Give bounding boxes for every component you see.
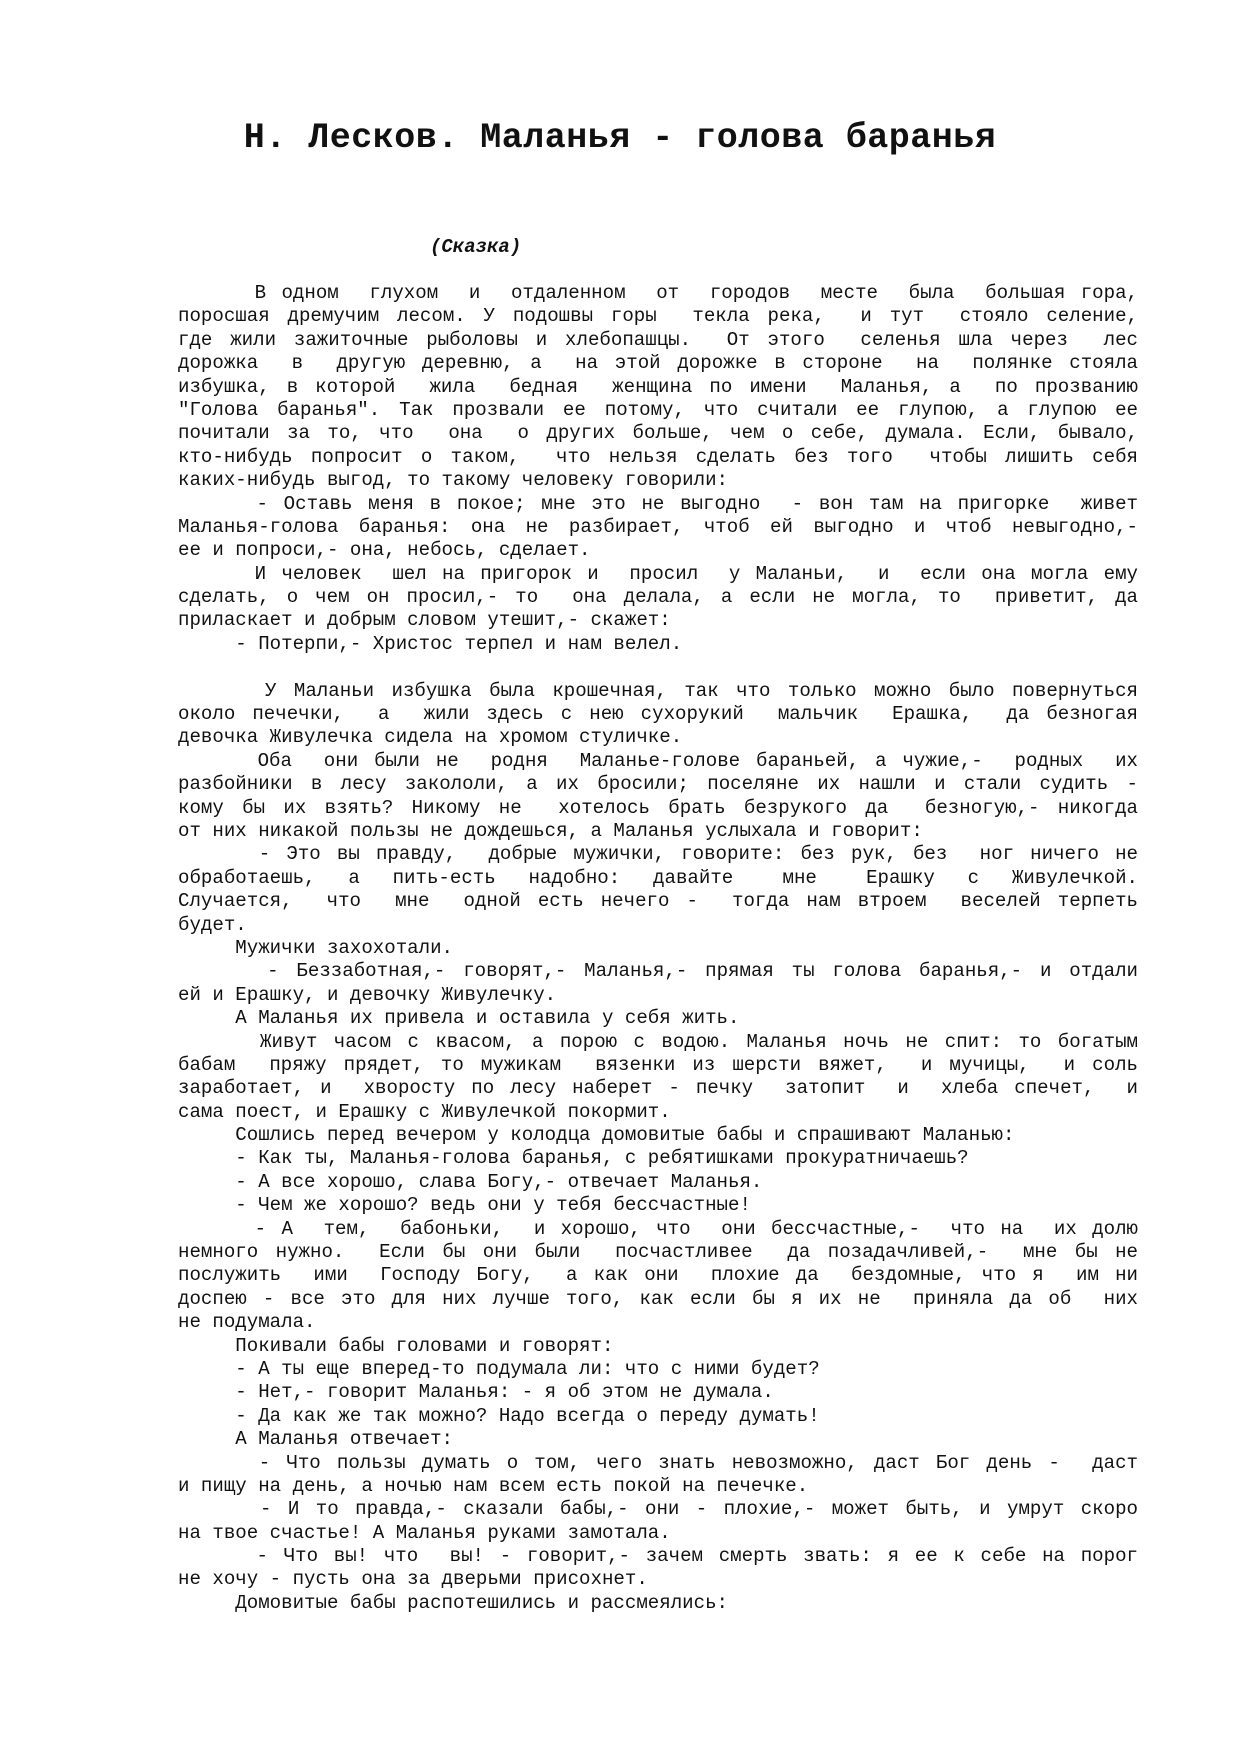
text-line: каких-нибудь выгод, то такому человеку говорили: bbox=[178, 469, 728, 492]
text-line: поросшая дремучим лесом. У подошвы горы текла река, и тут стояло селение, bbox=[178, 305, 1138, 328]
text-line: Мужички захохотали. bbox=[178, 936, 453, 959]
text-line: где жили зажиточные рыболовы и хлебопашцы. От этого селенья шла через лес bbox=[178, 328, 1138, 351]
document-body bbox=[178, 282, 1138, 1615]
text-line: не подумала. bbox=[178, 1311, 316, 1334]
text-line: Покивали бабы головами и говорят: bbox=[178, 1334, 614, 1357]
text-line: - Оставь меня в покое; мне это не выгодно - вон там на пригорке живет bbox=[178, 492, 1138, 515]
text-line: ее и попроси,- она, небось, сделает. bbox=[178, 539, 591, 562]
text-line: У Маланьи избушка была крошечная, так что только можно было повернуться bbox=[178, 679, 1138, 702]
text-line: "Голова баранья". Так прозвали ее потому, что считали ее глупою, а глупою ее bbox=[178, 398, 1138, 421]
text-line: - Что вы! что вы! - говорит,- зачем смерть звать: я ее к себе на порог bbox=[178, 1545, 1138, 1568]
text-line: - Что пользы думать о том, чего знать невозможно, даст Бог день - даст bbox=[178, 1451, 1138, 1474]
text-line: - Да как же так можно? Надо всегда о переду думать! bbox=[178, 1404, 820, 1427]
text-line: А Маланья отвечает: bbox=[178, 1428, 453, 1451]
text-line: разбойники в лесу закололи, а их бросили; поселяне их нашли и стали судить - bbox=[178, 773, 1138, 796]
text-line: Сошлись перед вечером у колодца домовитые бабы и спрашивают Маланью: bbox=[178, 1124, 1015, 1147]
text-line: Случается, что мне одной есть нечего - тогда нам втроем веселей терпеть bbox=[178, 890, 1138, 913]
text-line: на твое счастье! А Маланья руками замотала. bbox=[178, 1521, 671, 1544]
text-line: доспею - все это для них лучше того, как если бы я их не приняла да об них bbox=[178, 1287, 1138, 1310]
text-line: сделать, о чем он просил,- то она делала, а если не могла, то приветит, да bbox=[178, 586, 1138, 609]
document-title: Н. Лесков. Маланья - голова баранья bbox=[243, 118, 997, 158]
text-line: - Беззаботная,- говорят,- Маланья,- прямая ты голова баранья,- и отдали bbox=[178, 960, 1138, 983]
text-line: А Маланья их привела и оставила у себя жить. bbox=[178, 1007, 740, 1030]
text-line: Домовитые бабы распотешились и рассмеялись: bbox=[178, 1591, 728, 1614]
text-line bbox=[178, 656, 1138, 679]
text-line: кому бы их взять? Никому не хотелось брать безрукого да безногую,- никогда bbox=[178, 796, 1138, 819]
text-line: - А ты еще вперед-то подумала ли: что с ними будет? bbox=[178, 1357, 820, 1380]
text-line: - Потерпи,- Христос терпел и нам велел. bbox=[178, 632, 683, 655]
text-line: не хочу - пусть она за дверьми присохнет. bbox=[178, 1568, 648, 1591]
text-line: обработаешь, а пить-есть надобно: давайте мне Ерашку с Живулечкой. bbox=[178, 866, 1138, 889]
text-line: - А тем, бабоньки, и хорошо, что они бессчастные,- что на их долю bbox=[178, 1217, 1138, 1240]
text-line: В одном глухом и отдаленном от городов месте была большая гора, bbox=[178, 282, 1138, 304]
text-line: сама поест, и Ерашку с Живулечкой покормит. bbox=[178, 1100, 671, 1123]
text-line: приласкает и добрым словом утешит,- скажет: bbox=[178, 609, 671, 632]
text-line: Оба они были не родня Маланье-голове бараньей, а чужие,- родных их bbox=[178, 749, 1138, 772]
text-line: Маланья-голова баранья: она не разбирает, чтоб ей выгодно и чтоб невыгодно,- bbox=[178, 515, 1138, 538]
text-line: кто-нибудь попросит о таком, что нельзя сделать без того чтобы лишить себя bbox=[178, 445, 1138, 468]
text-line: девочка Живулечка сидела на хромом стуличке. bbox=[178, 726, 683, 749]
document-subtitle: (Сказка) bbox=[430, 236, 522, 258]
text-line: дорожка в другую деревню, а на этой дорожке в стороне на полянке стояла bbox=[178, 352, 1138, 375]
text-line: послужить ими Господу Богу, а как они плохие да бездомные, что я им ни bbox=[178, 1264, 1138, 1287]
text-line: - Чем же хорошо? ведь они у тебя бессчастные! bbox=[178, 1194, 751, 1217]
text-line: будет. bbox=[178, 913, 247, 936]
text-line: около печечки, а жили здесь с нею сухорукий мальчик Ерашка, да безногая bbox=[178, 703, 1138, 726]
text-line: - Это вы правду, добрые мужички, говорите: без рук, без ног ничего не bbox=[178, 843, 1138, 866]
text-line: - И то правда,- сказали бабы,- они - плохие,- может быть, и умрут скоро bbox=[178, 1498, 1138, 1521]
text-line: бабам пряжу прядет, то мужикам вязенки из шерсти вяжет, и мучицы, и соль bbox=[178, 1053, 1138, 1076]
text-line: Живут часом с квасом, а порою с водою. Маланья ночь не спит: то богатым bbox=[178, 1030, 1138, 1053]
text-line: от них никакой пользы не дождешься, а Маланья услыхала и говорит: bbox=[178, 819, 923, 842]
text-line: - А все хорошо, слава Богу,- отвечает Маланья. bbox=[178, 1170, 763, 1193]
text-line: избушка, в которой жила бедная женщина по имени Маланья, а по прозванию bbox=[178, 375, 1138, 398]
text-line: немного нужно. Если бы они были посчастливее да позадачливей,- мне бы не bbox=[178, 1241, 1138, 1264]
text-line: заработает, и хворосту по лесу наберет - печку затопит и хлеба спечет, и bbox=[178, 1077, 1138, 1100]
text-line: - Нет,- говорит Маланья: - я об этом не думала. bbox=[178, 1381, 774, 1404]
text-line: почитали за то, что она о других больше, чем о себе, думала. Если, бывало, bbox=[178, 422, 1138, 445]
text-line: и пищу на день, а ночью нам всем есть покой на печечке. bbox=[178, 1474, 809, 1497]
text-line: - Как ты, Маланья-голова баранья, с ребятишками прокуратничаешь? bbox=[178, 1147, 969, 1170]
text-line: ей и Ерашку, и девочку Живулечку. bbox=[178, 983, 557, 1006]
text-line: И человек шел на пригорок и просил у Маланьи, и если она могла ему bbox=[178, 562, 1138, 585]
